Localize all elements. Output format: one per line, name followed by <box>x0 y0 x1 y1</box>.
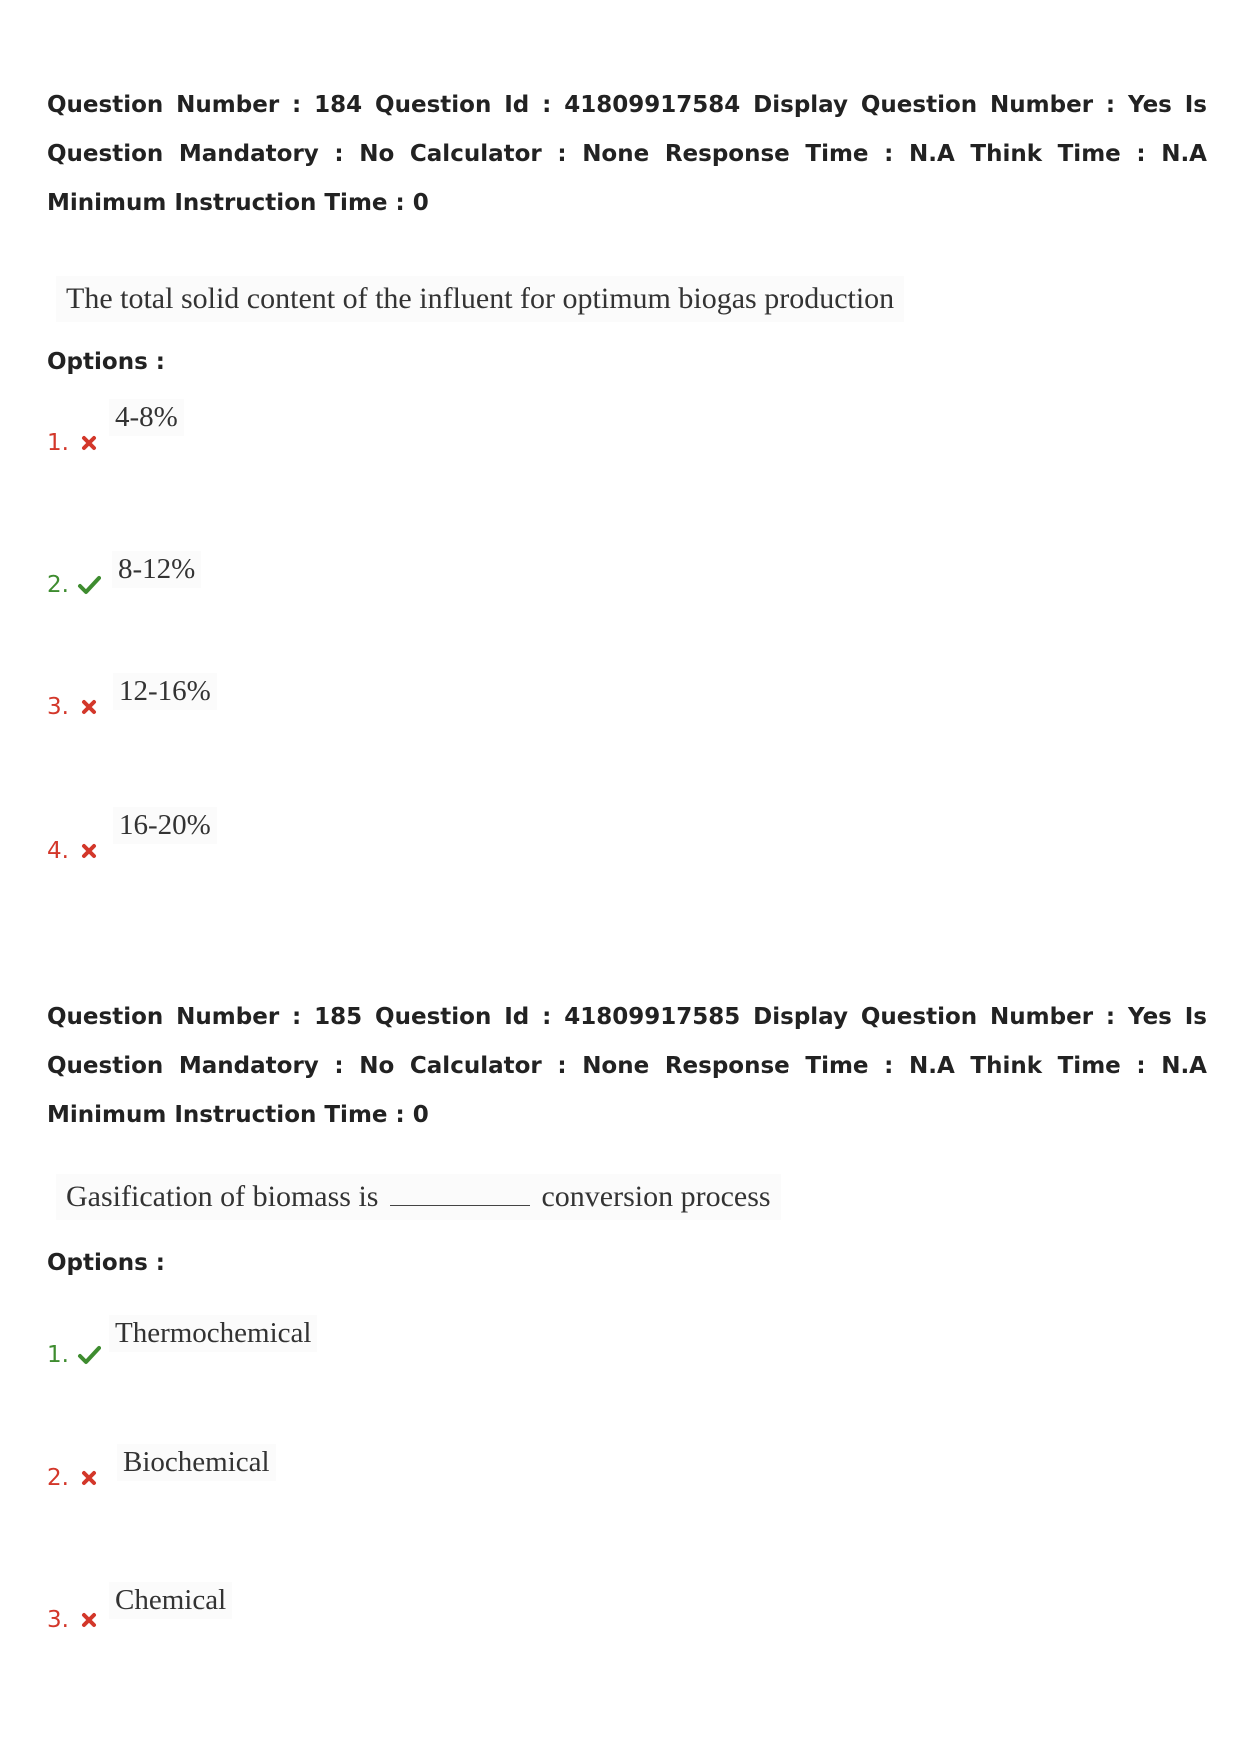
cross-icon <box>77 1467 101 1489</box>
cross-icon <box>77 432 101 454</box>
option-text: 4-8% <box>109 399 184 436</box>
question-185-options-label: Options : <box>47 1250 165 1276</box>
question-184-meta: Question Number : 184 Question Id : 41809917584 Display Question Number : Yes Is Question Mandatory : No Calculator : None Response Time : N.A Think Time : N.A Minimum Instruction Time : 0 <box>47 92 1207 216</box>
question-185-option-2 <box>47 1445 647 1495</box>
stem-after-blank: conversion process <box>541 1180 771 1213</box>
option-text: Thermochemical <box>109 1315 317 1352</box>
cross-icon <box>77 840 101 862</box>
question-184-option-4 <box>47 809 647 868</box>
option-number: 3. <box>47 1607 69 1633</box>
option-text: Biochemical <box>117 1444 276 1481</box>
option-text: 16-20% <box>113 807 217 844</box>
option-number: 1. <box>47 430 69 456</box>
question-185-stem <box>56 1174 781 1220</box>
question-185-meta: Question Number : 185 Question Id : 41809917585 Display Question Number : Yes Is Question Mandatory : No Calculator : None Response Time : N.A Think Time : N.A Minimum Instruction Time : 0 <box>47 1004 1207 1128</box>
option-number: 1. <box>47 1342 69 1368</box>
cross-icon <box>77 1609 101 1631</box>
stem-before-blank: Gasification of biomass is <box>66 1180 379 1213</box>
question-185-option-1 <box>47 1317 647 1372</box>
check-icon <box>77 1344 101 1366</box>
option-number: 3. <box>47 694 69 720</box>
answer-blank <box>390 1185 530 1206</box>
option-text: 12-16% <box>113 673 217 710</box>
question-184-option-3 <box>47 674 647 724</box>
option-text: 8-12% <box>112 551 201 588</box>
option-number: 4. <box>47 838 69 864</box>
cross-icon <box>77 696 101 718</box>
option-text: Chemical <box>109 1582 232 1619</box>
question-184-options-label: Options : <box>47 349 165 375</box>
question-184-option-1 <box>47 401 647 460</box>
option-number: 2. <box>47 572 69 598</box>
question-184-option-2 <box>47 552 647 602</box>
check-icon <box>77 574 101 596</box>
option-number: 2. <box>47 1465 69 1491</box>
question-185-option-3 <box>47 1584 647 1637</box>
question-184-stem: The total solid content of the influent for optimum biogas production <box>56 276 904 322</box>
